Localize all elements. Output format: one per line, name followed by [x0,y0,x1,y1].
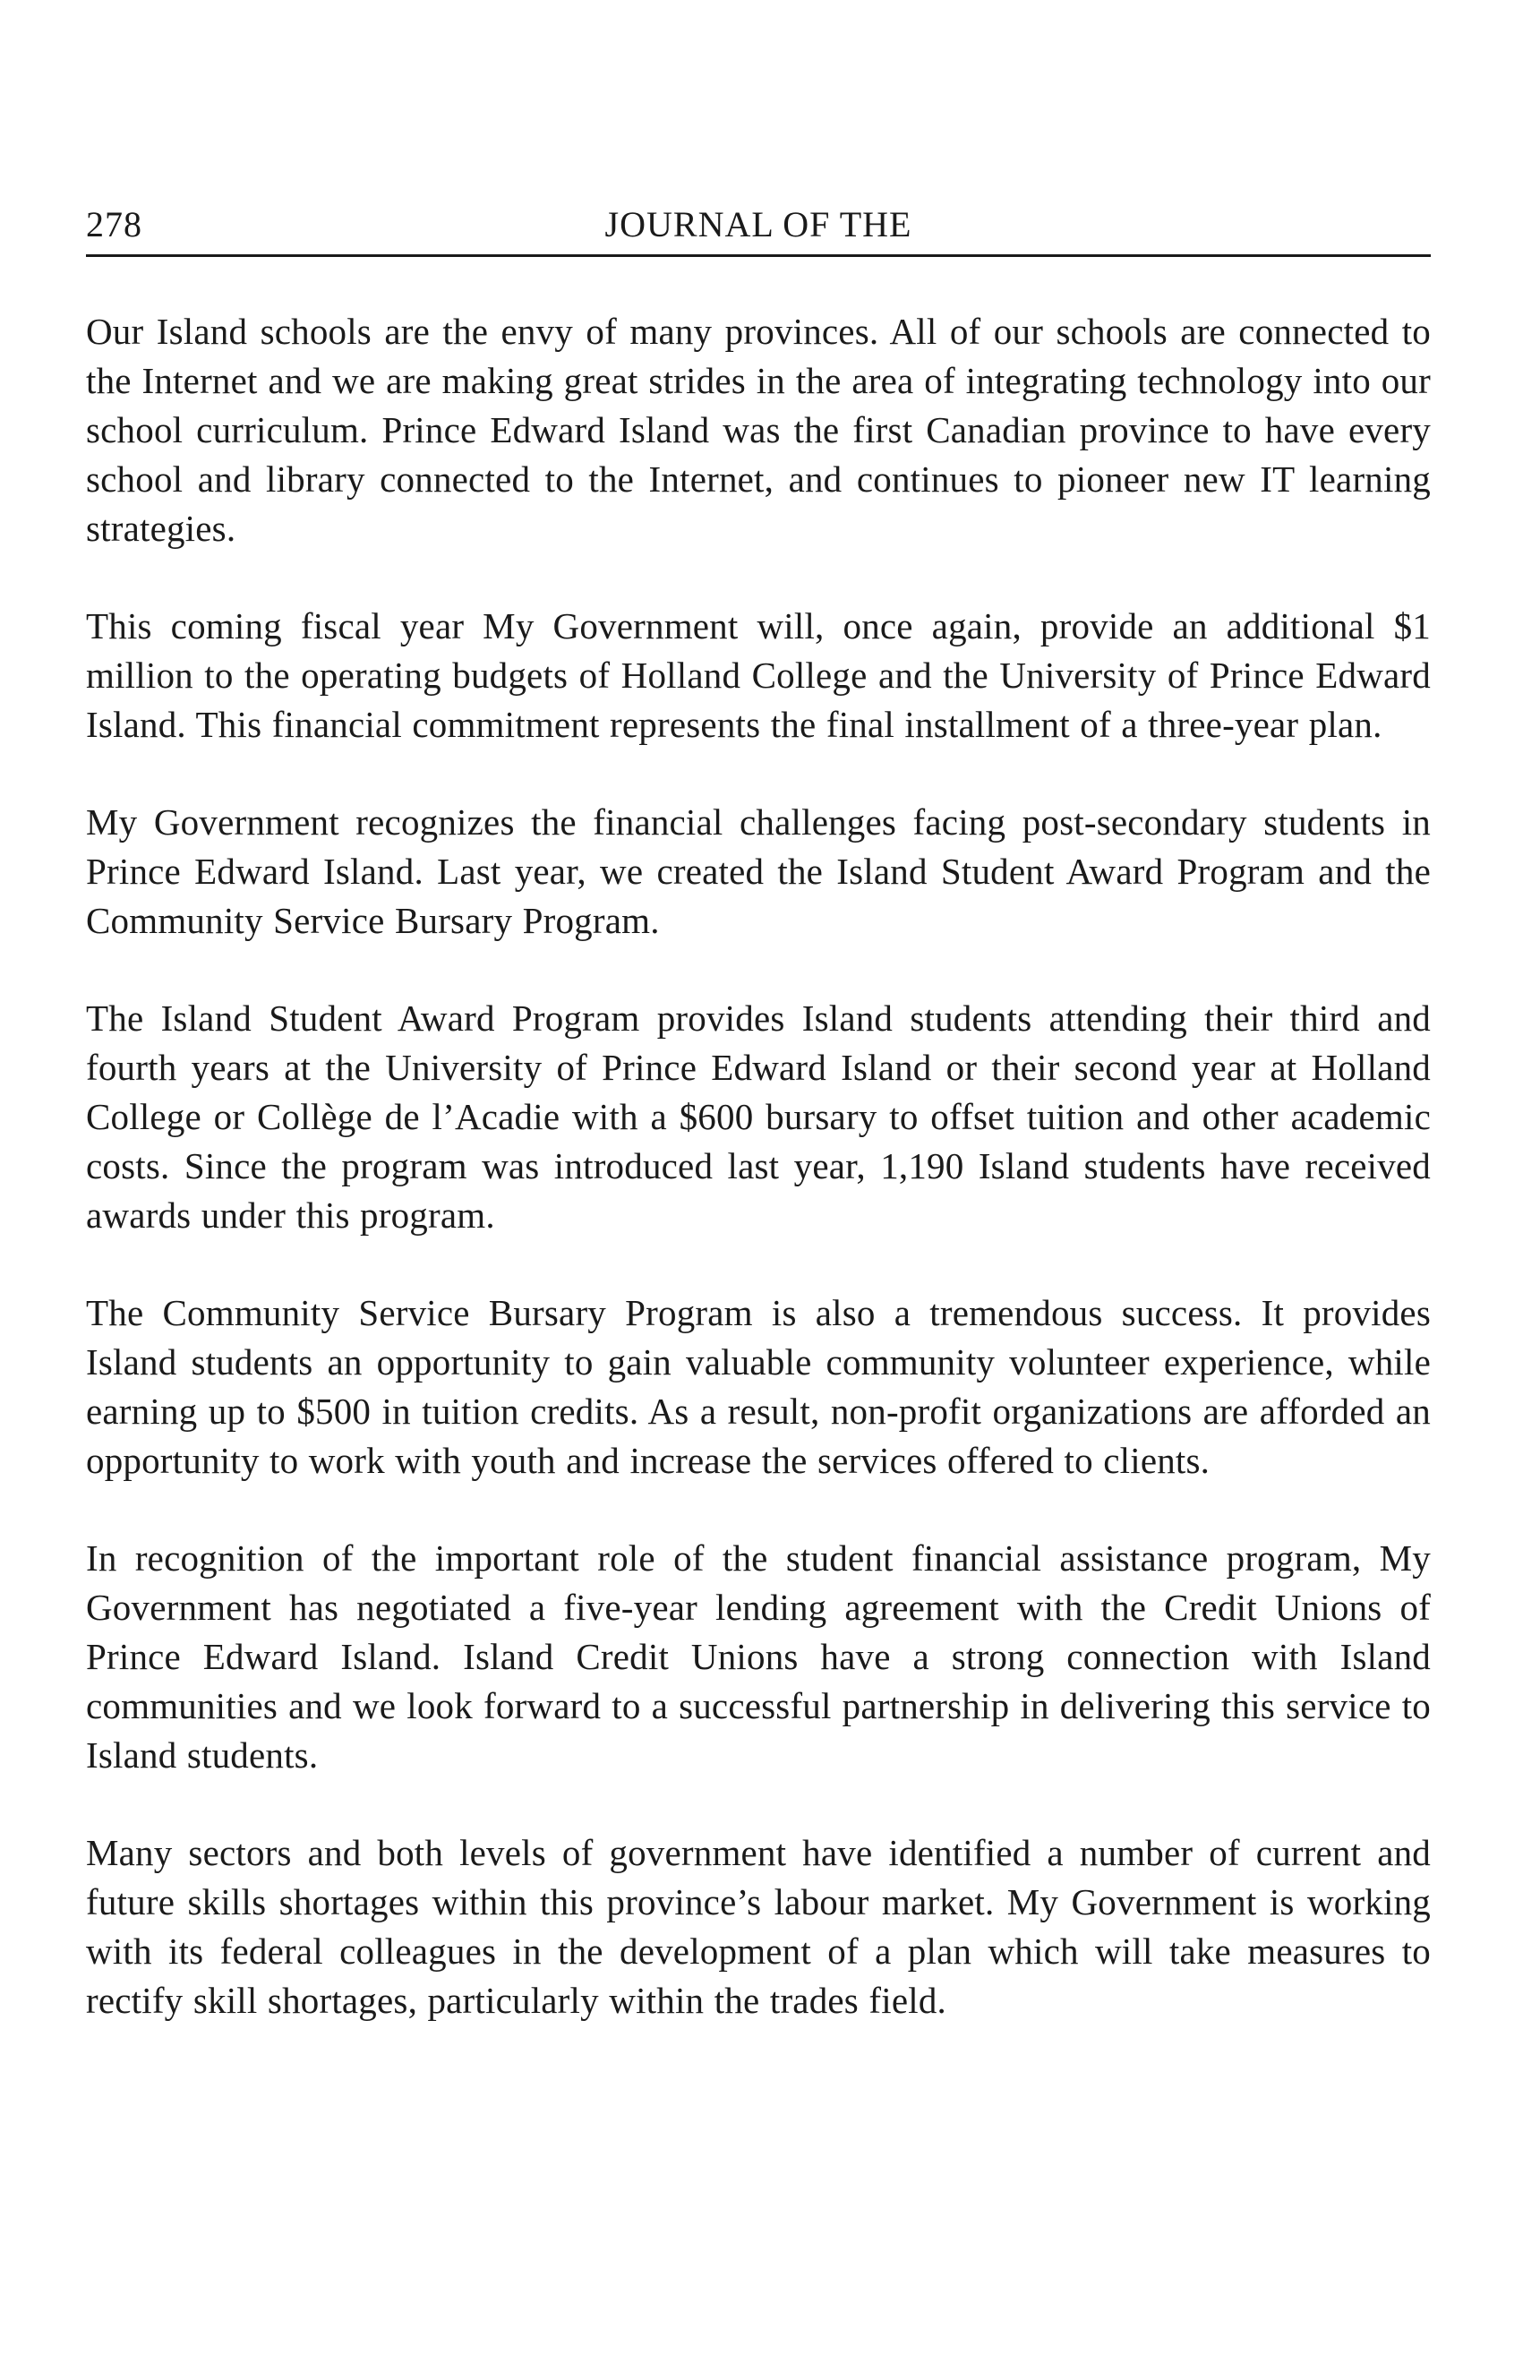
journal-title: JOURNAL OF THE [604,204,912,244]
paragraph-internet-schools: Our Island schools are the envy of many provinces. All of our schools are connected to the Internet and we are making great strides in the area of integrating technology into our school curriculum. Prince Edward Island was the first Canadian province to have every school and library connected to the Internet, and continues to pioneer new IT learning strategies. [86,311,1431,549]
paragraph-credit-unions-agreement: In recognition of the important role of the student financial assistance program, My Government has negotiated a five-year lending agreement with the Credit Unions of Prince Edward Island. Island Credit Unions have a strong connection with Island communities and we look forward to a successful partnership in delivering this service to Island students. [86,1537,1431,1776]
paragraph-student-award-program: The Island Student Award Program provides Island students attending their third and fourth years at the University of Prince Edward Island or their second year at Holland College or Collège de l’Acadie with a $600 bursary to offset tuition and other academic costs. Since the program was introduced last year, 1,190 Island students have received awards under this program. [86,997,1431,1236]
paragraph-skills-shortages: Many sectors and both levels of government have identified a number of current and future skills shortages within this province’s labour market. My Government is working with its federal colleagues in the development of a plan which will take measures to rectify skill shortages, particularly within the trades field. [86,1832,1431,2021]
paragraph-financial-challenges: My Government recognizes the financial challenges facing post-secondary students in Prince Edward Island. Last year, we created the Island Student Award Program and the Community Service Bursary Program. [86,801,1431,941]
running-header [86,201,1431,257]
paragraph-operating-budgets: This coming fiscal year My Government will, once again, provide an additional $1 million to the operating budgets of Holland College and the University of Prince Edward Island. This financial commitment represents the final installment of a three-year plan. [86,605,1431,745]
paragraph-community-service-bursary: The Community Service Bursary Program is also a tremendous success. It provides Island students an opportunity to gain valuable community volunteer experience, while earning up to $500 in tuition credits. As a result, non-profit organizations are afforded an opportunity to work with youth and increase the services offered to clients. [86,1292,1431,1481]
page-number: 278 [86,204,142,244]
body-text [86,307,1431,2025]
document-page [86,201,1431,2074]
